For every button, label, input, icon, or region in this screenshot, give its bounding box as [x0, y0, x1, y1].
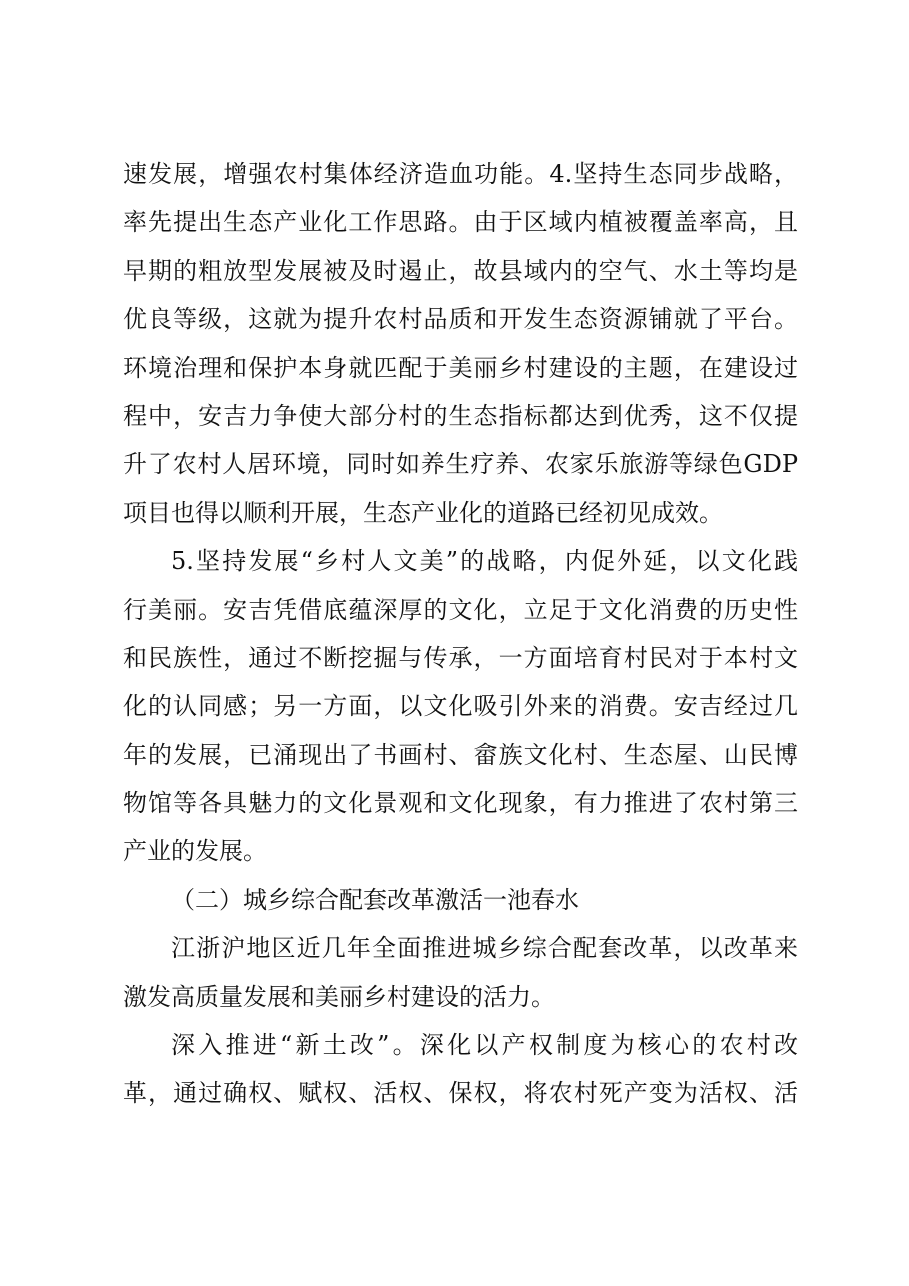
text-line: 5.坚持发展“乡村人文美”的战略，内促外延，以文化践 [171, 547, 798, 576]
text-line: 环境治理和保护本身就匹配于美丽乡村建设的主题，在建设过 [123, 353, 798, 382]
text-line: 率先提出生态产业化工作思路。由于区域内植被覆盖率高，且 [123, 208, 798, 237]
text-line: 年的发展，已涌现出了书画村、畲族文化村、生态屋、山民博 [123, 740, 798, 769]
text-line: 革，通过确权、赋权、活权、保权，将农村死产变为活权、活 [123, 1079, 798, 1108]
body-text [123, 150, 798, 1118]
text-line: 优良等级，这就为提升农村品质和开发生态资源铺就了平台。 [123, 305, 798, 334]
text-line: 升了农村人居环境，同时如养生疗养、农家乐旅游等绿色GDP [123, 450, 798, 479]
text-line: 项目也得以顺利开展，生态产业化的道路已经初见成效。 [123, 498, 723, 527]
text-line: 早期的粗放型发展被及时遏止，故县域内的空气、水土等均是 [123, 256, 798, 285]
text-line: 激发高质量发展和美丽乡村建设的活力。 [123, 982, 555, 1011]
text-line: 和民族性，通过不断挖掘与传承，一方面培育村民对于本村文 [123, 643, 798, 672]
text-line: 行美丽。安吉凭借底蕴深厚的文化，立足于文化消费的历史性 [123, 595, 798, 624]
text-line: 物馆等各具魅力的文化景观和文化现象，有力推进了农村第三 [123, 789, 798, 818]
text-line: 速发展，增强农村集体经济造血功能。4.坚持生态同步战略， [123, 160, 798, 188]
text-line: 产业的发展。 [123, 837, 267, 866]
text-line: 深入推进“新土改”。深化以产权制度为核心的农村改 [171, 1031, 798, 1060]
text-line: 化的认同感；另一方面，以文化吸引外来的消费。安吉经过几 [123, 692, 798, 721]
text-line: 程中，安吉力争使大部分村的生态指标都达到优秀，这不仅提 [123, 401, 798, 430]
text-line: 江浙沪地区近几年全面推进城乡综合配套改革，以改革来 [171, 934, 798, 963]
section-heading: （二）城乡综合配套改革激活一池春水 [171, 885, 579, 914]
